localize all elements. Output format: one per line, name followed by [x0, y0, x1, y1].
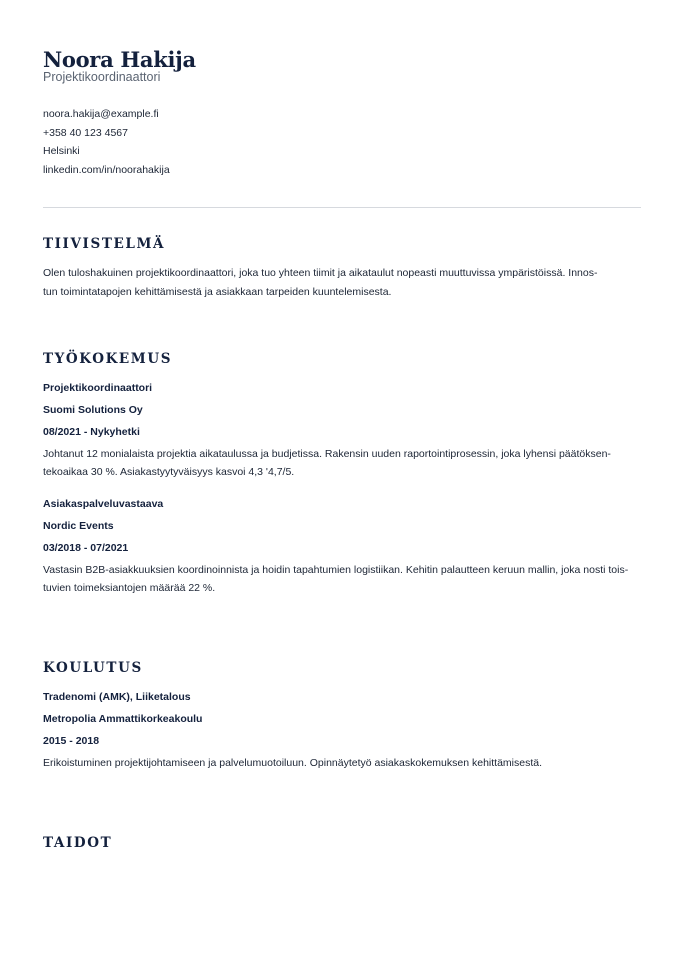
- header-divider: [43, 207, 641, 208]
- contact-list: [43, 107, 170, 181]
- contact-phone[interactable]: +358 40 123 4567: [43, 126, 128, 139]
- job-dates: 08/2021 - Nykyhetki: [43, 426, 140, 438]
- summary-line-2: tun toimintatapojen kehittämisestä ja asiakkaan tarpeiden kuuntelemisesta.: [43, 286, 392, 298]
- contact-city: Helsinki: [43, 145, 80, 157]
- job-company: Suomi Solutions Oy: [43, 404, 143, 416]
- job-company: Nordic Events: [43, 520, 114, 532]
- contact-email[interactable]: noora.hakija@example.fi: [43, 108, 159, 120]
- summary-heading: TIIVISTELMÄ: [43, 236, 166, 252]
- job-description-line-2: tekoaikaa 30 %. Asiakastyytyväisyys kasvoi 4,3 '4,7/5.: [43, 466, 295, 478]
- summary-line-1: Olen tuloshakuinen projektikoordinaattori, joka tuo yhteen tiimit ja aikataulut nopeasti muuttuvissa ympäristöissä. Innos-: [43, 267, 598, 279]
- education-dates: 2015 - 2018: [43, 735, 100, 747]
- education-description: Erikoistuminen projektijohtamiseen ja palvelumuotoiluun. Opinnäytetyö asiakaskokemuksen kehittämisestä.: [43, 757, 543, 769]
- job-description-line-2: tuvien toimeksiantojen määrää 22 %.: [43, 582, 216, 594]
- job-title: Projektikoordinaattori: [43, 70, 161, 84]
- education-degree: Tradenomi (AMK), Liiketalous: [43, 691, 191, 703]
- job-description-line-1: Johtanut 12 monialaista projektia aikataulussa ja budjetissa. Rakensin uuden raportointiprosessin, joka lyhensi päätöksen-: [43, 448, 611, 460]
- education-heading: KOULUTUS: [43, 660, 143, 676]
- skills-heading: TAIDOT: [43, 835, 113, 851]
- job-description-line-1: Vastasin B2B-asiakkuuksien koordinoinnista ja hoidin tapahtumien logistiikan. Kehitin palautteen keruun mallin, joka nosti tois-: [43, 564, 629, 576]
- job-role: Projektikoordinaattori: [43, 382, 153, 394]
- job-dates: 03/2018 - 07/2021: [43, 542, 129, 554]
- job-role: Asiakaspalveluvastaava: [43, 498, 164, 510]
- experience-heading: TYÖKOKEMUS: [43, 351, 173, 367]
- contact-linkedin[interactable]: linkedin.com/in/noorahakija: [43, 163, 170, 176]
- education-school: Metropolia Ammattikorkeakoulu: [43, 713, 203, 725]
- person-name: Noora Hakija: [43, 47, 196, 72]
